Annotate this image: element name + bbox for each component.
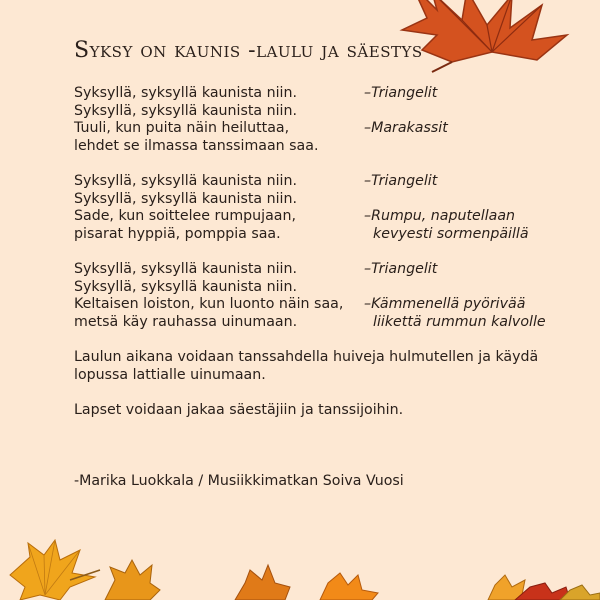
page-title: Syksy on kaunis -laulu ja säestys xyxy=(74,38,423,63)
verse-line xyxy=(74,85,574,103)
lyric-text: Syksyllä, syksyllä kaunista niin. xyxy=(74,190,298,207)
verse-line xyxy=(74,314,574,332)
lyric-text: pisarat hyppiä, pomppia saa. xyxy=(74,225,281,242)
verse-line xyxy=(74,261,574,279)
lyric-text: Syksyllä, syksyllä kaunista niin. xyxy=(74,85,298,101)
verse-line xyxy=(74,208,574,226)
verse-line xyxy=(74,191,574,209)
verse-2 xyxy=(74,173,574,243)
autumn-leaves-border-icon xyxy=(0,535,600,600)
lyric-text: metsä käy rauhassa uinumaan. xyxy=(74,313,298,330)
accompaniment-text: –Triangelit xyxy=(364,173,438,189)
accompaniment-text: kevyesti sormenpäillä xyxy=(364,225,529,242)
lyric-text: Syksyllä, syksyllä kaunista niin. xyxy=(74,173,298,189)
verse-line xyxy=(74,138,574,156)
accompaniment-text: –Kämmenellä pyörivää xyxy=(364,296,526,312)
accompaniment-text: –Triangelit xyxy=(364,85,438,101)
accompaniment-text: –Marakassit xyxy=(364,120,448,136)
accompaniment-text: –Rumpu, naputellaan xyxy=(364,208,516,224)
accompaniment-text: –Triangelit xyxy=(364,261,438,277)
verse-line xyxy=(74,226,574,244)
note-paragraph: Laulun aikana voidaan tanssahdella huiveja hulmutellen ja käydä lopussa lattialle uinumaan. xyxy=(74,349,539,383)
accompaniment-text: liikettä rummun kalvolle xyxy=(364,313,546,330)
lyric-text: Sade, kun soittelee rumpujaan, xyxy=(74,208,296,224)
lyric-text: Tuuli, kun puita näin heiluttaa, xyxy=(74,120,290,136)
verse-line xyxy=(74,103,574,121)
credit-text: -Marika Luokkala / Musiikkimatkan Soiva Vuosi xyxy=(74,473,404,489)
verse-1 xyxy=(74,85,574,155)
verse-line xyxy=(74,173,574,191)
verse-line xyxy=(74,279,574,297)
lyric-text: Keltaisen loiston, kun luonto näin saa, xyxy=(74,296,344,312)
note-paragraph: Lapset voidaan jakaa säestäjiin ja tanssijoihin. xyxy=(74,402,404,418)
verse-line xyxy=(74,120,574,138)
lyric-text: Syksyllä, syksyllä kaunista niin. xyxy=(74,278,298,295)
lyric-text: lehdet se ilmassa tanssimaan saa. xyxy=(74,137,319,154)
verse-3 xyxy=(74,261,574,331)
lyric-text: Syksyllä, syksyllä kaunista niin. xyxy=(74,102,298,119)
verse-line xyxy=(74,296,574,314)
lyric-text: Syksyllä, syksyllä kaunista niin. xyxy=(74,261,298,277)
